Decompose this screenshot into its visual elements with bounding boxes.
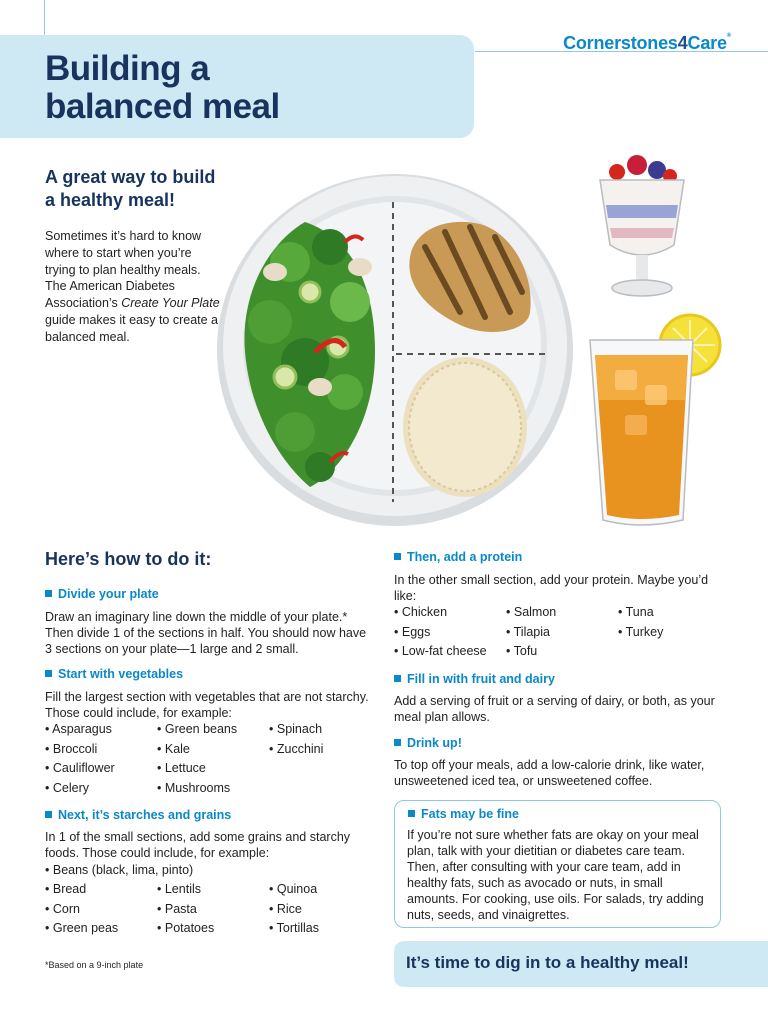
list-item: • Zucchini [269, 740, 381, 760]
fats-heading: Fats may be fine [408, 807, 519, 821]
list-item: • Turkey [618, 623, 730, 643]
step-vegetables-text: Fill the largest section with vegetables that are not starchy. Those could include, for example: [45, 690, 369, 720]
step-divide-text: Draw an imaginary line down the middle of your plate.* Then divide 1 of the sections in half. You should now have 3 sections on your plate—1 large and 2 small. [45, 610, 367, 656]
step-fruit-heading: Fill in with fruit and dairy [394, 672, 555, 686]
list-item: • Beans (black, lima, pinto) [45, 861, 385, 881]
step-starches-text: In 1 of the small sections, add some grains and starchy foods. Those could include, for example: [45, 830, 351, 860]
list-item: • Green peas [45, 919, 157, 939]
list-item: • Bread [45, 880, 157, 900]
list-item: • Corn [45, 900, 157, 920]
step-fruit-text: Add a serving of fruit or a serving of dairy, or both, as your meal plan allows. [394, 694, 715, 724]
list-item: • Tortillas [269, 919, 381, 939]
step-protein-text: In the other small section, add your protein. Maybe you’d like: [394, 573, 709, 603]
list-item: • Potatoes [157, 919, 269, 939]
list-item: • Spinach [269, 720, 381, 740]
starches-list [45, 880, 385, 939]
list-item: • Chicken [394, 603, 506, 623]
parfait-illustration [592, 150, 692, 300]
list-item: • Low-fat cheese [394, 642, 506, 662]
list-item: • Asparagus [45, 720, 157, 740]
list-item: • Green beans [157, 720, 269, 740]
step-divide-heading: Divide your plate [45, 587, 159, 601]
list-item: • Lentils [157, 880, 269, 900]
iced-tea-illustration [585, 310, 730, 535]
list-item: • Broccoli [45, 740, 157, 760]
step-drink-heading: Drink up! [394, 736, 462, 750]
list-item: • Pasta [157, 900, 269, 920]
list-item: • Kale [157, 740, 269, 760]
list-item: • Tilapia [506, 623, 618, 643]
list-item: • Eggs [394, 623, 506, 643]
step-protein-heading: Then, add a protein [394, 550, 522, 564]
step-drink-text: To top off your meals, add a low-calorie drink, like water, unsweetened iced tea, or unsweetened coffee. [394, 758, 705, 788]
list-item: • Cauliflower [45, 759, 157, 779]
protein-list [394, 603, 754, 662]
cta-text: It’s time to dig in to a healthy meal! [406, 953, 689, 972]
list-item: • Tofu [506, 642, 618, 662]
list-item: • Salmon [506, 603, 618, 623]
brand-logo: Cornerstones4Care® [563, 33, 731, 53]
intro-text: Sometimes it’s hard to know where to start when you’re trying to plan healthy meals. The American Diabetes Association’s Create Your Plate guide makes it easy to create a balanced meal. [45, 229, 220, 344]
list-item: • Lettuce [157, 759, 269, 779]
list-item: • Celery [45, 779, 157, 799]
starch-section [403, 357, 527, 497]
list-item: • Quinoa [269, 880, 381, 900]
list-item: • Rice [269, 900, 381, 920]
step-vegetables-heading: Start with vegetables [45, 667, 183, 681]
step-starches-heading: Next, it’s starches and grains [45, 808, 231, 822]
how-to-title: Here’s how to do it: [45, 549, 212, 569]
intro-heading: A great way to build a healthy meal! [45, 167, 216, 210]
list-item: • Mushrooms [157, 779, 269, 799]
starches-first-item [45, 861, 385, 881]
fats-text: If you’re not sure whether fats are okay on your meal plan, talk with your dietitian or diabetes care team. Then, after consulting with your care team, add in healthy fats, such as avocado or nuts, in small amounts. For cooking, use oils. For salads, try adding nuts, seeds, and vinaigrettes. [407, 828, 704, 922]
plate-illustration [210, 162, 580, 532]
list-item: • Tuna [618, 603, 730, 623]
header-left-rule [44, 0, 45, 35]
footnote: *Based on a 9-inch plate [45, 960, 144, 970]
vegetables-list [45, 720, 385, 798]
page-title: Building a balanced meal [45, 49, 280, 126]
